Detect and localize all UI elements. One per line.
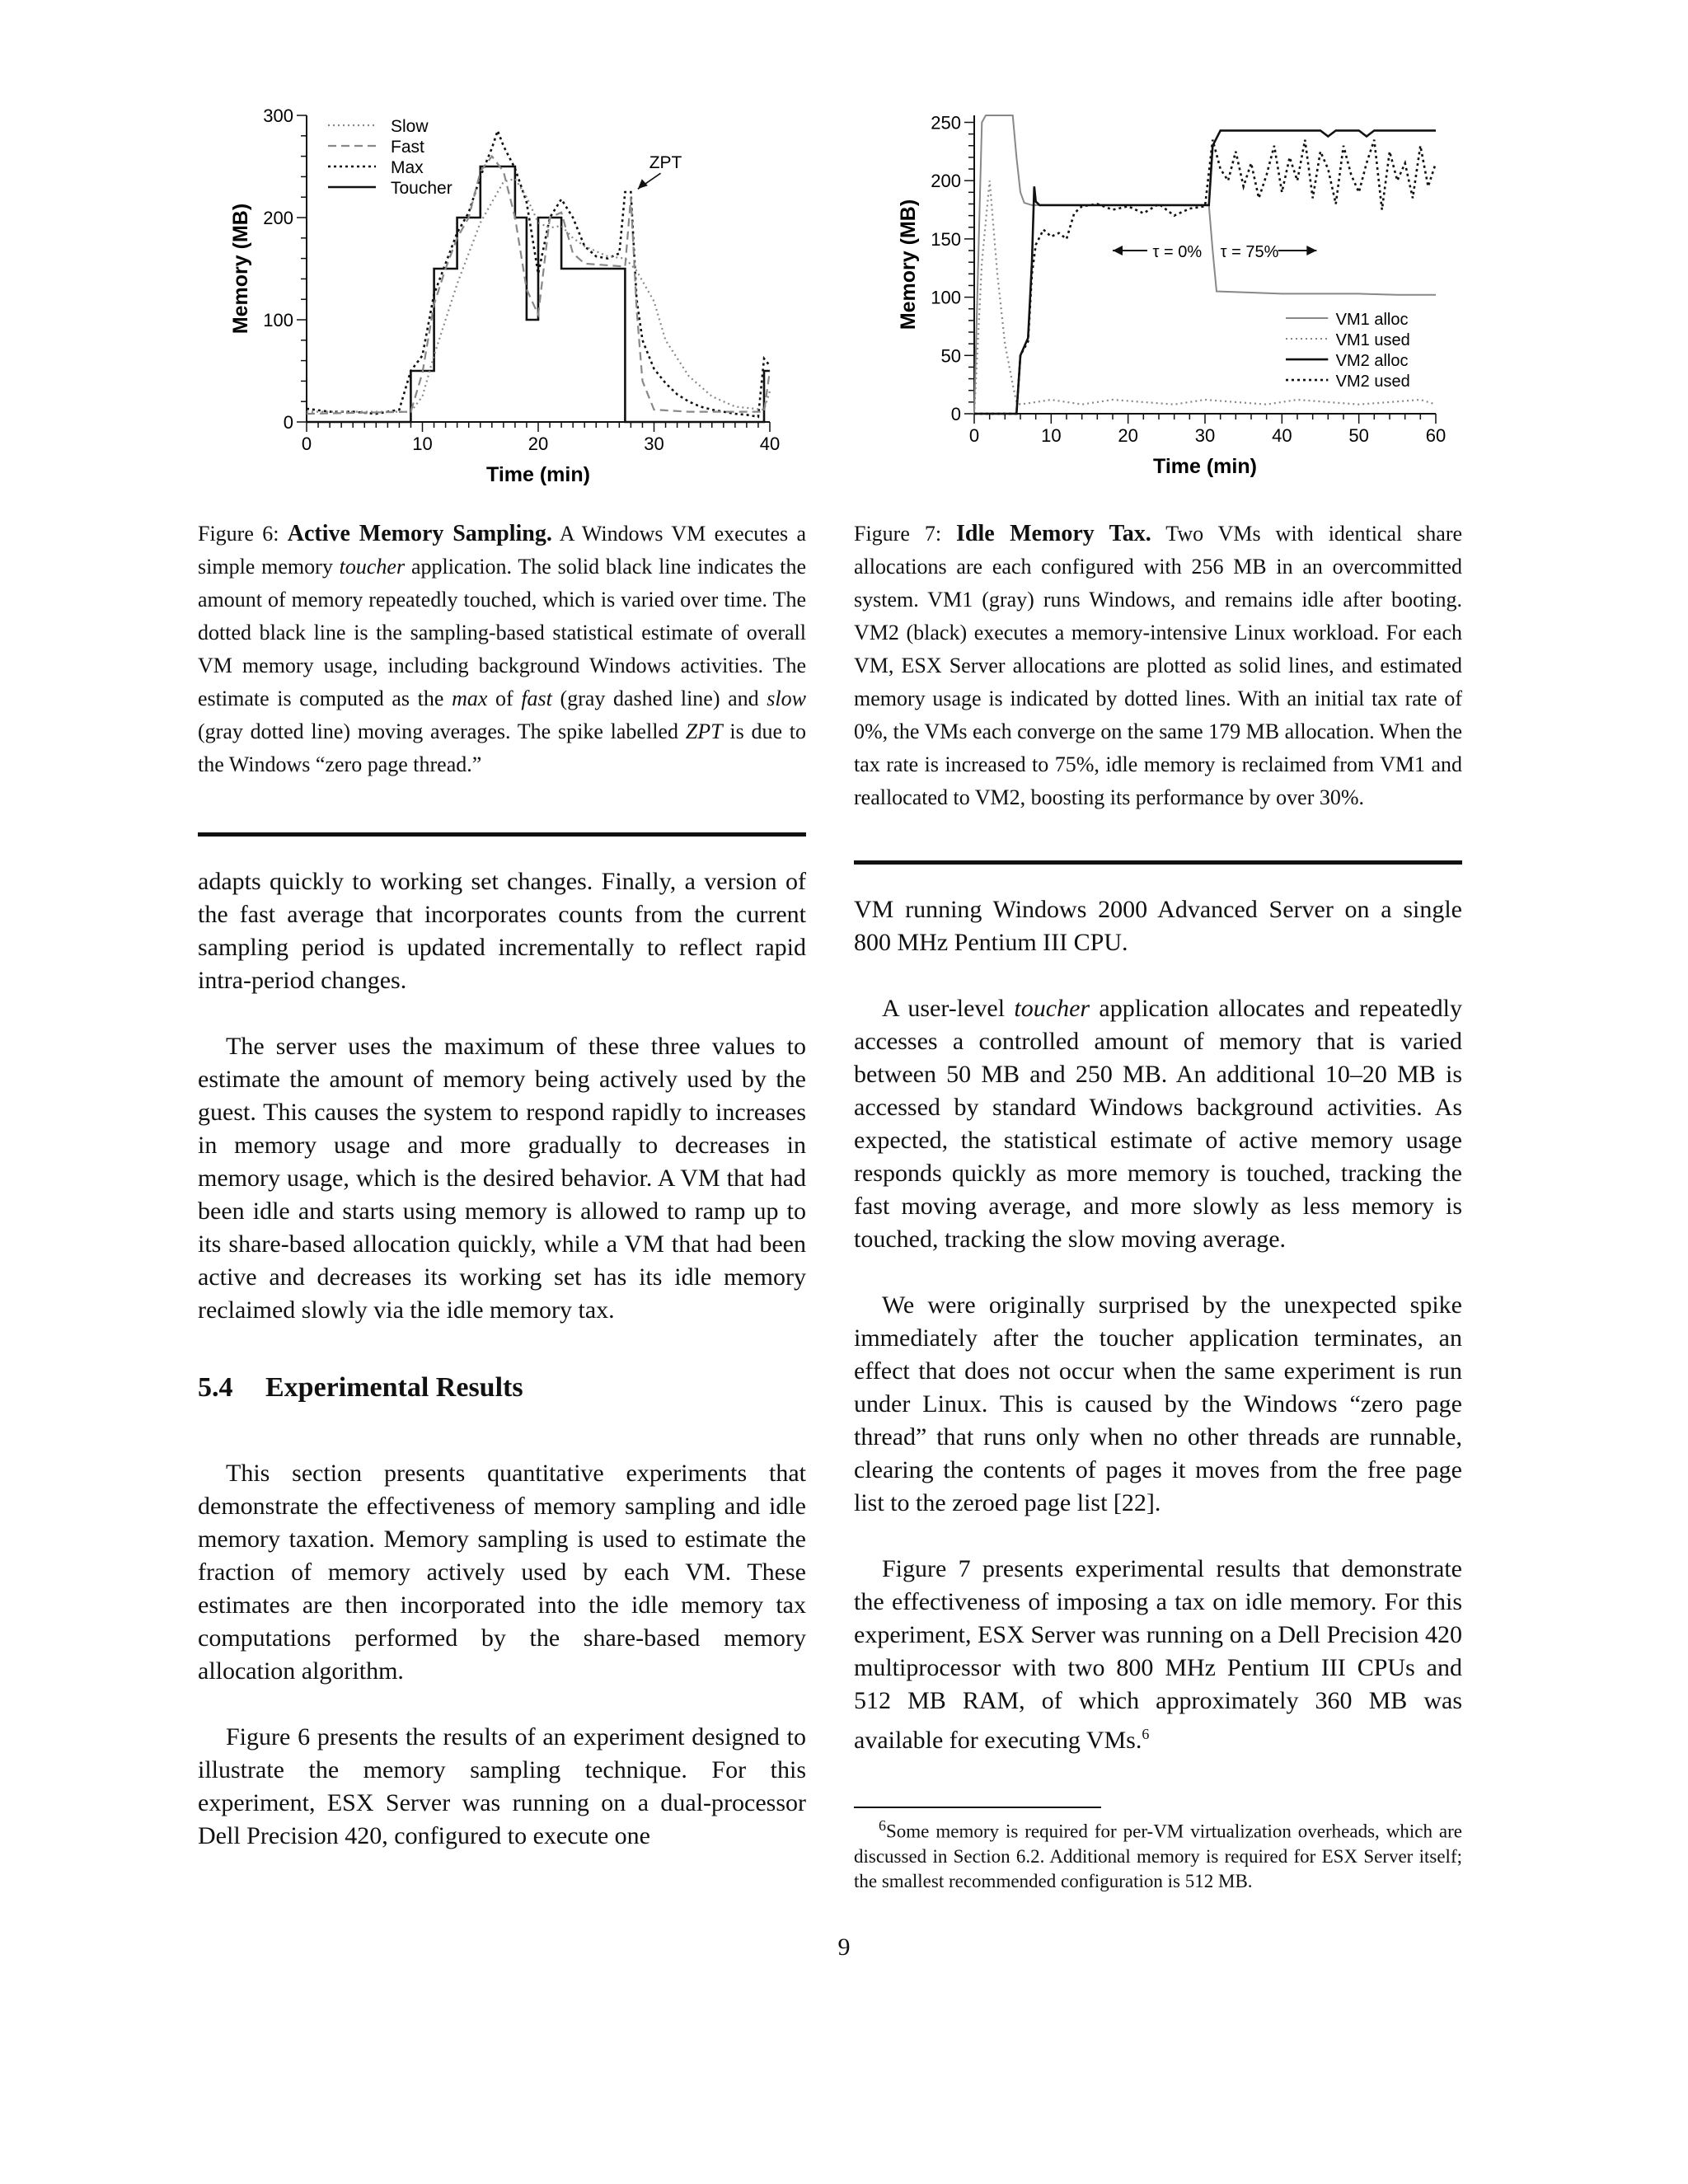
y-tick-label: 0 — [283, 412, 293, 433]
figure-7 — [874, 99, 1467, 494]
legend-label: VM1 alloc — [1335, 311, 1409, 330]
tau75-arrowhead — [1306, 246, 1316, 255]
x-tick-label: 0 — [968, 425, 980, 446]
x-tick-label: 50 — [1348, 425, 1369, 446]
tau75-label: τ = 75% — [1220, 243, 1279, 262]
x-tick-label: 0 — [301, 434, 312, 454]
x-tick-label: 40 — [1272, 425, 1292, 446]
legend-label: Fast — [391, 138, 424, 157]
section-heading: 5.4 Experimental Results — [198, 1372, 523, 1403]
legend-label: Max — [391, 158, 424, 177]
tau0-arrowhead — [1113, 246, 1123, 255]
figure-7-chart — [874, 99, 1467, 494]
footnote-mark: 6 — [879, 1817, 886, 1834]
legend-label: VM2 used — [1335, 373, 1410, 391]
y-tick-label: 200 — [931, 171, 961, 192]
x-tick-label: 60 — [1425, 425, 1447, 446]
paragraph: Figure 7 presents experimental results that demonstrate the effectiveness of imposing a tax on idle memory. For this experiment, ESX Server was running on a Dell Precision 420 multiprocessor with two 800 MHz Pentium III CPUs and 512 MB RAM, of which approximately 360 MB was available for executing VMs.$^6$ — [854, 1555, 1462, 1754]
y-tick-label: 0 — [950, 404, 961, 424]
legend-label: Slow — [391, 117, 429, 136]
figure-6-label: Figure 6: — [198, 522, 279, 546]
legend-label: VM2 alloc — [1335, 352, 1409, 371]
legend-label: VM1 used — [1335, 331, 1410, 350]
right-column-rule — [854, 860, 1462, 865]
right-column-body — [854, 893, 1462, 1757]
series-toucher — [307, 166, 770, 422]
x-axis-label: Time (min) — [486, 463, 590, 486]
x-tick-label: 30 — [644, 434, 664, 454]
footnote-reference[interactable]: 6 — [1142, 1726, 1150, 1742]
footnote-rule — [854, 1807, 1101, 1808]
x-axis-label: Time (min) — [1153, 455, 1257, 478]
y-tick-label: 50 — [940, 345, 961, 367]
y-axis-label: Memory (MB) — [897, 199, 920, 330]
figure-7-label: Figure 7: — [854, 522, 942, 546]
y-tick-label: 250 — [931, 112, 961, 134]
paragraph: Figure 6 presents the results of an experiment designed to illustrate the memory sampling technique. For this experiment, ESX Server was running on a dual-processor Dell Precision 420, configured to execute one — [198, 1723, 806, 1849]
x-tick-label: 30 — [1194, 425, 1216, 446]
x-tick-label: 10 — [1041, 425, 1062, 446]
footnote: $^6$Some memory is required for per-VM virtualization overheads, which are discussed in Section 6.2. Additional memory is required for ESX Server itself; the smallest recommended configuration is 512 MB. — [854, 1817, 1462, 1891]
x-tick-label: 40 — [759, 434, 781, 454]
series-vm2-alloc — [974, 130, 1436, 414]
paragraph: VM running Windows 2000 Advanced Server on a single 800 MHz Pentium III CPU. — [854, 896, 1462, 956]
page-number: 9 — [837, 1933, 851, 1961]
zpt-annotation: ZPT — [649, 153, 682, 173]
figure-6-chart — [214, 99, 791, 494]
tau0-label: τ = 0% — [1152, 243, 1203, 262]
zpt-arrowhead — [638, 179, 648, 189]
figure-6-caption: Figure 6: Active Memory Sampling. A Windows VM executes a simple memory toucher application. The solid black line indicates the amount of memory repeatedly touched, which is varied over time. The dotted black line is the sampling-based statistical estimate of overall VM memory usage, including background Windows activities. The estimate is computed as the max of fast (gray dashed line) and slow (gray dotted line) moving averages. The spike labelled ZPT is due to the Windows “zero page thread.” — [198, 521, 807, 776]
figure-6 — [214, 99, 791, 494]
y-tick-label: 100 — [263, 310, 293, 330]
figure-7-title: Idle Memory Tax. — [956, 521, 1151, 546]
figure-7-caption: Figure 7: Idle Memory Tax. Two VMs with identical share allocations are each configured with 256 MB in an overcommitted system. VM1 (gray) runs Windows, and remains idle after booting. VM2 (black) executes a memory-intensive Linux workload. For each VM, ESX Server allocations are plotted as solid lines, and estimated memory usage is indicated by dotted lines. With an initial tax rate of 0%, the VMs each converge on the same 179 MB allocation. When the tax rate is increased to 75%, idle memory is reclaimed from VM1 and reallocated to VM2, boosting its performance by over 30%. — [854, 521, 1463, 809]
figure-6-title: Active Memory Sampling. — [287, 521, 552, 546]
legend-label: Toucher — [391, 179, 452, 198]
x-tick-label: 10 — [412, 434, 433, 454]
y-tick-label: 100 — [931, 287, 961, 308]
left-column-rule — [198, 832, 806, 837]
paragraph: We were originally surprised by the unexpected spike immediately after the toucher application terminates, an effect that does not occur when the same experiment is run under Linux. This is caused by the Windows “zero page thread” that runs only when no other threads are runnable, clearing the contents of pages it moves from the free page list to the zeroed page list [22]. — [854, 1291, 1462, 1516]
x-tick-label: 20 — [528, 434, 549, 454]
y-tick-label: 150 — [931, 228, 961, 250]
paragraph: This section presents quantitative experiments that demonstrate the effectiveness of memory sampling and idle memory taxation. Memory sampling is used to estimate the fraction of memory actively used by each VM. These estimates are then incorporated into the idle memory tax computations performed by the share-based memory allocation algorithm. — [198, 1460, 806, 1685]
paragraph: A user-level toucher application allocates and repeatedly accesses a controlled amount of memory that is varied between 50 MB and 250 MB. An additional 10–20 MB is accessed by standard Windows background activities. As expected, the statistical estimate of active memory usage responds quickly as more memory is touched, tracking the fast moving average, and more slowly as less memory is touched, tracking the slow moving average. — [854, 995, 1462, 1253]
y-axis-label: Memory (MB) — [229, 203, 252, 335]
paragraph: The server uses the maximum of these three values to estimate the amount of memory being actively used by the guest. This causes the system to respond rapidly to increases in memory usage and more gradually to decreases in memory usage, which is the desired behavior. A VM that had been idle and starts using memory is allowed to ramp up to its share-based allocation quickly, while a VM that had been active and decreases its working set has its idle memory reclaimed slowly via the idle memory tax. — [198, 1033, 806, 1324]
paragraph: adapts quickly to working set changes. Finally, a version of the fast average that incorporates counts from the current sampling period is updated incrementally to reflect rapid intra-period changes. — [198, 868, 806, 994]
y-tick-label: 300 — [263, 105, 293, 126]
x-tick-label: 20 — [1118, 425, 1138, 446]
y-tick-label: 200 — [263, 208, 293, 228]
left-column-body — [198, 865, 806, 1853]
